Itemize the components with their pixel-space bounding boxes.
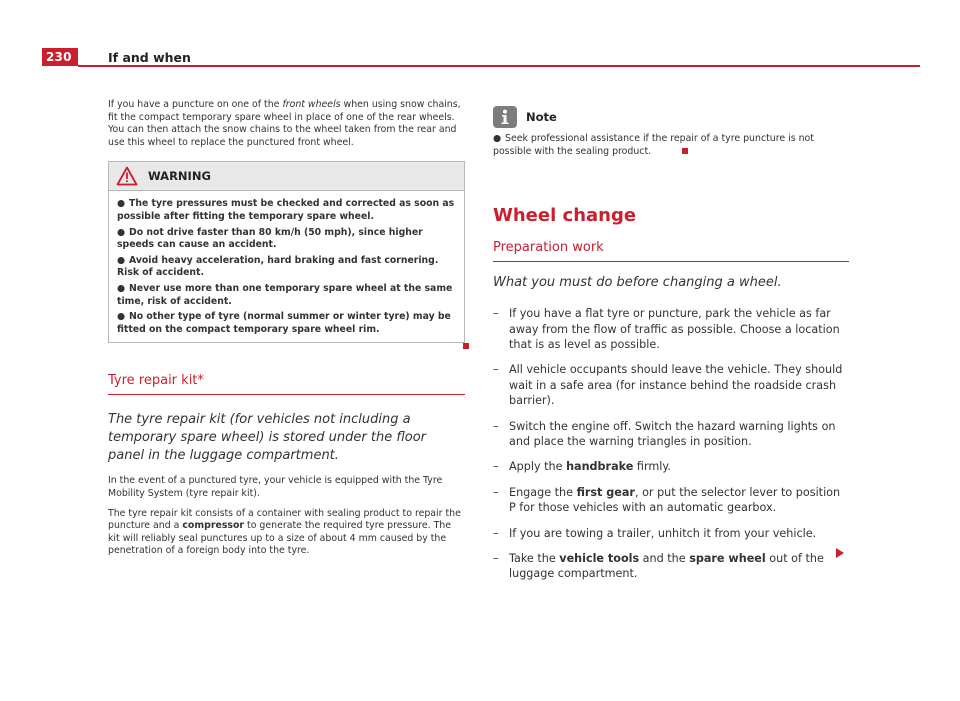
list-item: – If you have a flat tyre or puncture, park the vehicle as far away from the flow of traffic as possible. Choose a location that is as level as possible.: [493, 307, 840, 351]
section-end-marker: [463, 343, 469, 349]
right-column: [493, 106, 849, 592]
warning-box: [108, 161, 465, 343]
warning-item: ● The tyre pressures must be checked and corrected as soon as possible after fitting the temporary spare wheel.: [117, 198, 455, 222]
continue-arrow-icon: [836, 548, 844, 558]
preparation-section: [493, 240, 849, 582]
warning-item: ● Never use more than one temporary spare wheel at the same time, risk of accident.: [117, 282, 453, 307]
warning-item: ● Do not drive faster than 80 km/h (50 mph), since higher speeds can cause an accident.: [117, 226, 423, 251]
warning-header: [109, 162, 464, 191]
list-item: – If you are towing a trailer, unhitch it from your vehicle.: [493, 526, 817, 540]
warning-item: ● No other type of tyre (normal summer or winter tyre) may be fitted on the compact temporary spare wheel rim.: [117, 311, 451, 335]
section-end-marker: [682, 148, 688, 154]
list-item: – Take the vehicle tools and the spare wheel out of the luggage compartment.: [493, 552, 824, 581]
info-icon: [493, 106, 517, 128]
note-text: ● Seek professional assistance if the repair of a tyre puncture is not possible with the sealing product.: [493, 133, 814, 157]
tyre-repair-heading: Tyre repair kit*: [108, 373, 465, 395]
note-title: Note: [526, 110, 557, 124]
list-item: – All vehicle occupants should leave the vehicle. They should wait in a safe area (for instance behind the roadside crash barrier).: [493, 363, 843, 408]
tyre-repair-section: [108, 373, 465, 558]
tyre-repair-paragraph: In the event of a punctured tyre, your vehicle is equipped with the Tyre Mobility System (tyre repair kit).: [108, 475, 443, 499]
preparation-steps: [493, 306, 849, 582]
list-item: – Apply the handbrake firmly.: [493, 460, 671, 474]
list-item: – Engage the first gear, or put the selector lever to position P for those vehicles with an automatic gearbox.: [493, 485, 841, 515]
snow-chain-paragraph: If you have a puncture on one of the front wheels when using snow chains, fit the compact temporary spare wheel in place of one of the rear wheels. You can then attach the snow chains to the wheel taken from the rear and use this wheel to replace the punctured front wheel.: [108, 99, 461, 148]
left-column: [108, 99, 465, 558]
tyre-repair-paragraph: The tyre repair kit consists of a container with sealing product to repair the puncture and a compressor to generate the required tyre pressure. The kit will reliably seal punctures up to a size of about 4 mm caused by the penetration of a foreign body into the tyre.: [108, 507, 461, 557]
warning-title: WARNING: [148, 169, 211, 184]
header-rule: [78, 65, 920, 67]
tyre-repair-intro: The tyre repair kit (for vehicles not including a temporary spare wheel) is stored under the floor panel in the luggage compartment.: [108, 412, 426, 464]
preparation-intro: What you must do before changing a wheel.: [493, 275, 782, 291]
list-item: – Switch the engine off. Switch the hazard warning lights on and place the warning triangles in position.: [493, 419, 836, 449]
page-number: 230: [42, 48, 78, 66]
warning-triangle-icon: [116, 166, 138, 186]
note-header: [493, 106, 849, 128]
warning-list: [109, 191, 464, 342]
chapter-title: If and when: [108, 50, 191, 65]
wheel-change-heading: Wheel change: [493, 205, 637, 227]
preparation-heading: Preparation work: [493, 240, 849, 262]
warning-item: ● Avoid heavy acceleration, hard braking and fast cornering. Risk of accident.: [117, 254, 439, 279]
